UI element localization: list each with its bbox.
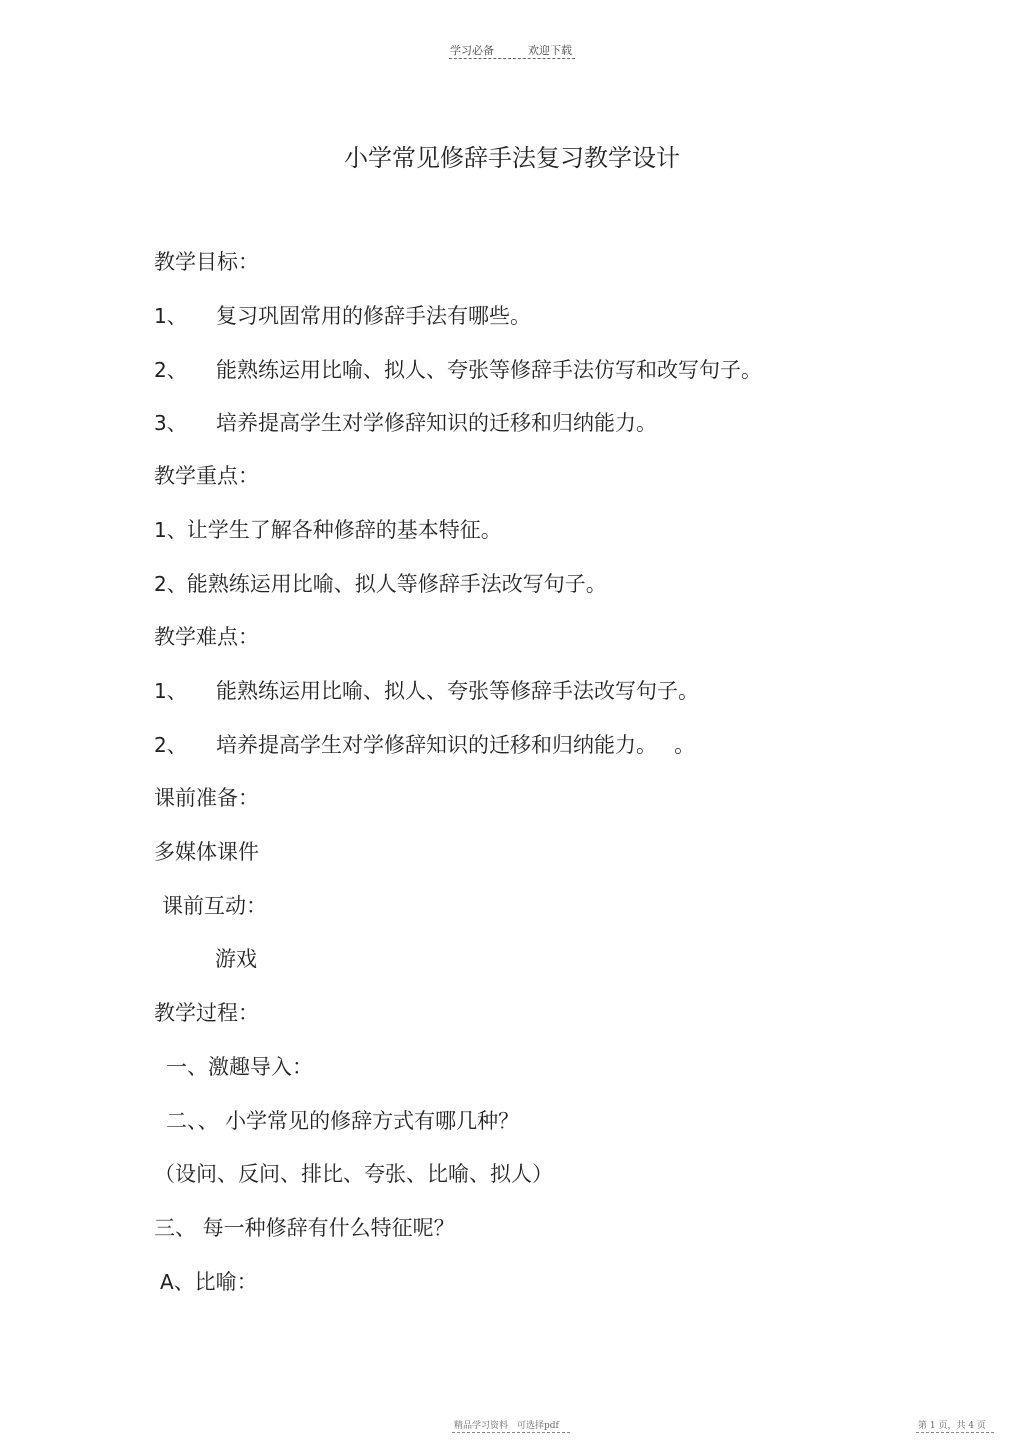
process-heading: 教学过程： <box>154 1001 259 1025</box>
process-step-1: 一、激趣导入： <box>166 1055 313 1079</box>
objectives-heading: 教学目标： <box>154 250 259 274</box>
objective-text: 培养提高学生对学修辞知识的迁移和归纳能力。 <box>216 411 657 435</box>
objective-text: 复习巩固常用的修辞手法有哪些。 <box>216 304 531 328</box>
header-divider <box>449 58 575 59</box>
difficulty-number: 2、 <box>154 733 187 757</box>
key-point-number: 1、 <box>154 518 187 542</box>
header-right: 欢迎下载 <box>528 44 572 57</box>
objective-number: 2、 <box>154 358 187 382</box>
key-point-text: 让学生了解各种修辞的基本特征。 <box>186 518 502 542</box>
objective-number: 1、 <box>154 304 187 328</box>
objective-item <box>154 409 657 437</box>
process-step-2: 二、、 小学常见的修辞方式有哪几种？ <box>166 1109 520 1133</box>
footer-page-number: 第 1 页，共 4 页 <box>918 1421 986 1431</box>
key-points-heading: 教学重点： <box>154 464 259 488</box>
footer-divider-left <box>452 1432 570 1433</box>
interaction-text: 游戏 <box>215 947 257 971</box>
prep-heading: 课前准备： <box>154 786 259 810</box>
difficulty-number: 1、 <box>154 679 187 703</box>
objective-number: 3、 <box>154 411 187 435</box>
subsection-a <box>160 1268 258 1296</box>
header-left: 学习必备 <box>450 44 494 57</box>
key-point-text: 能熟练运用比喻、拟人等修辞手法改写句子。 <box>186 572 607 596</box>
process-step-3: 三、 每一种修辞有什么特征呢？ <box>154 1216 455 1240</box>
process-step-2-answer: （设问、反问、排比、夸张、比喻、拟人） <box>154 1162 553 1186</box>
prep-text: 多媒体课件 <box>154 840 259 864</box>
subsection-a-letter: A <box>160 1270 174 1294</box>
objective-item <box>154 356 762 384</box>
objective-item <box>154 302 531 330</box>
footer-left: 精品学习资料 可选择pdf <box>454 1421 559 1431</box>
key-point-item <box>154 516 502 544</box>
difficulty-text: 培养提高学生对学修辞知识的迁移和归纳能力。 。 <box>216 733 696 757</box>
difficulty-item <box>154 731 695 759</box>
interaction-heading: 课前互动： <box>162 894 267 918</box>
subsection-a-text: 、比喻： <box>173 1270 258 1294</box>
objective-text: 能熟练运用比喻、拟人、夸张等修辞手法仿写和改写句子。 <box>216 358 762 382</box>
header-text <box>450 42 572 58</box>
difficulty-text: 能熟练运用比喻、拟人、夸张等修辞手法改写句子。 <box>216 679 699 703</box>
key-point-number: 2、 <box>154 572 187 596</box>
document-title: 小学常见修辞手法复习教学设计 <box>344 144 680 172</box>
key-point-item <box>154 570 607 598</box>
difficulty-item <box>154 677 699 705</box>
difficulties-heading: 教学难点： <box>154 625 259 649</box>
footer-divider-right <box>916 1432 994 1433</box>
